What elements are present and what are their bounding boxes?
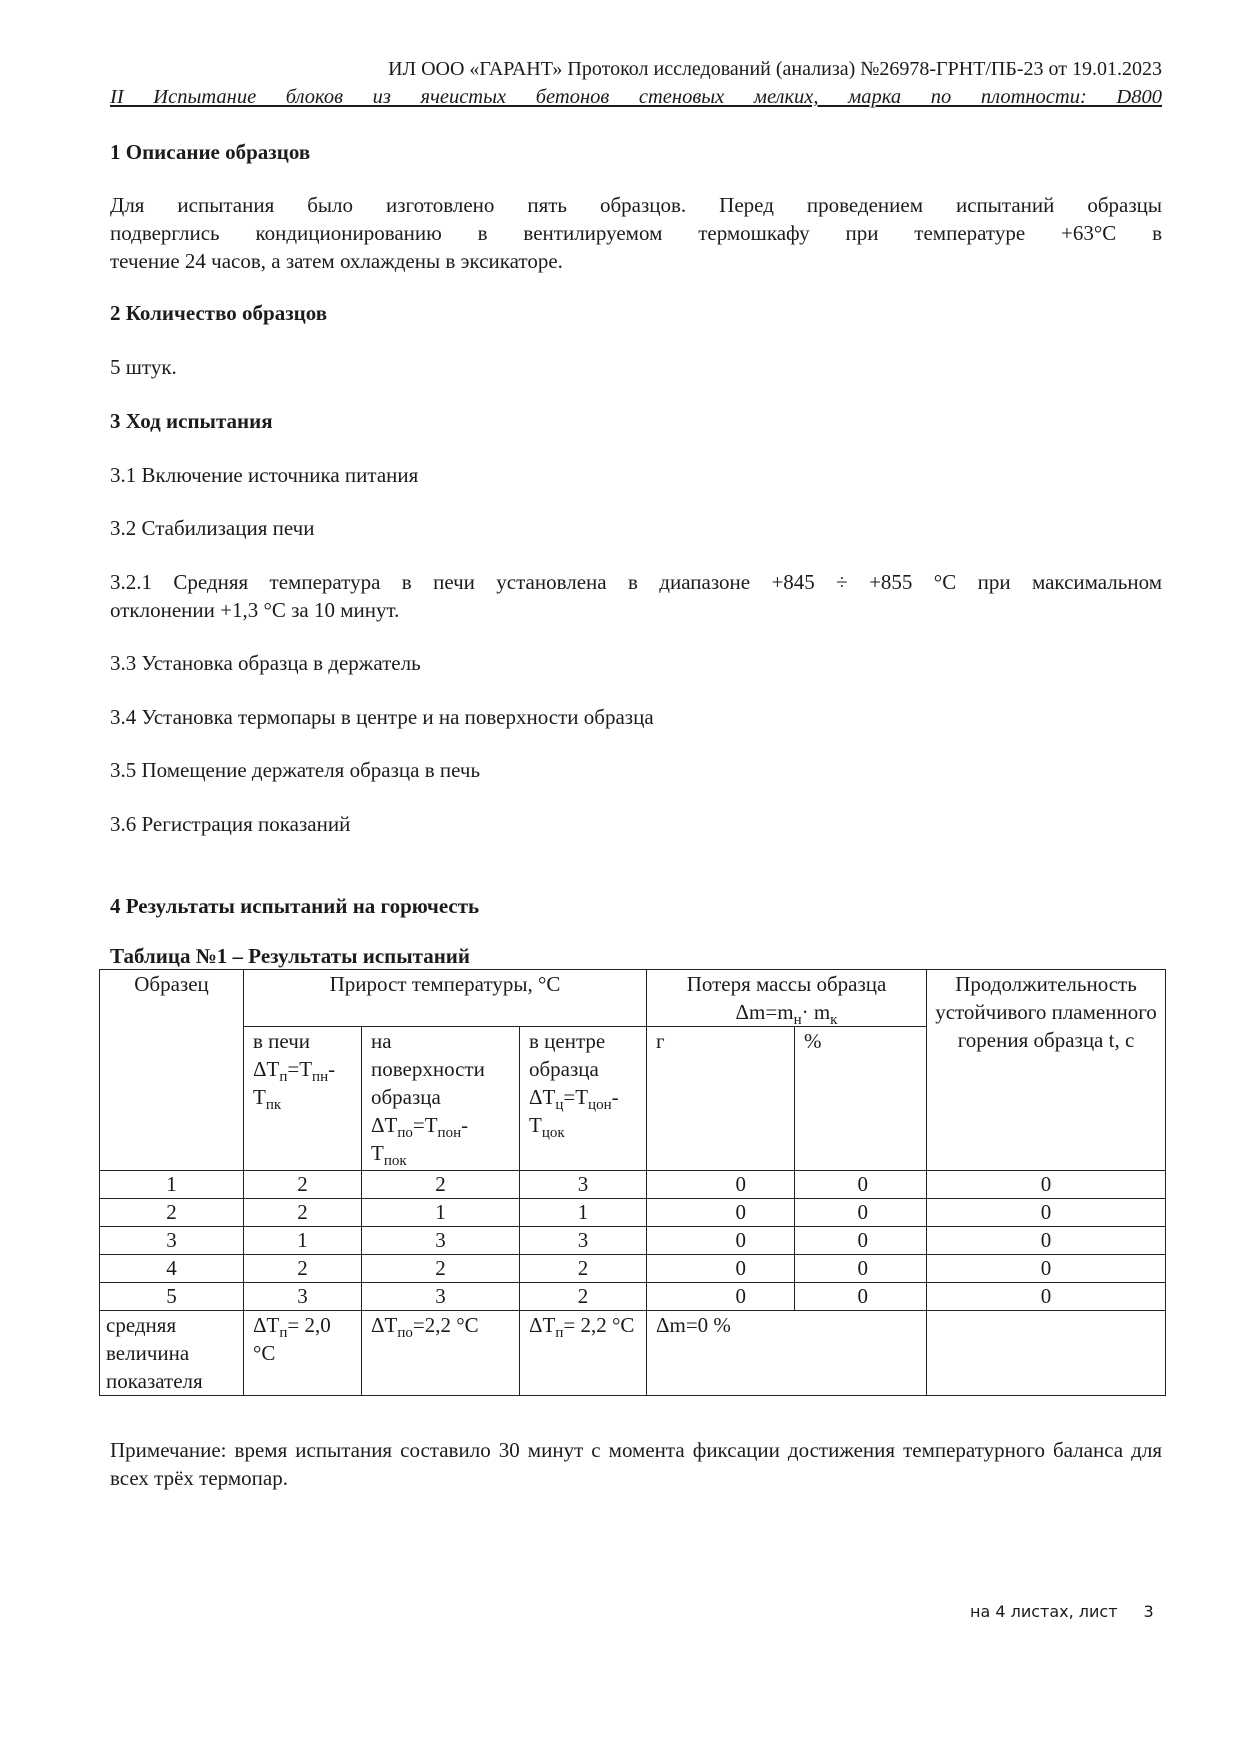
cell-center: 2 [520,1283,647,1311]
header-duration: Продолжительность устойчивого пламенного горения образца t, с [927,970,1166,1171]
cell-center: 3 [520,1227,647,1255]
cell-oven: 2 [244,1171,362,1199]
surface-formula: $\Delta T_{по}=T_{пон}-$ [371,1113,469,1142]
surface-formula-end: $T_{пок}$ [371,1141,407,1170]
section1-text-line2: подверглись кондиционированию в вентилируемом термошкафу при температуре +63°С в [110,221,1162,245]
avg-oven-text: $\Delta T_п= 2,0$ °С [253,1313,331,1365]
mass-formula-text: $\Delta m=m_н\cdot m_к$ [735,1000,838,1029]
cell-grams: 0 [647,1171,795,1199]
cell-sample: 5 [100,1283,244,1311]
avg-center-text: $\Delta T_п= 2,2$ °С [529,1313,635,1342]
section2-text: 5 штук. [110,355,177,379]
cell-sample: 2 [100,1199,244,1227]
cell-oven: 2 [244,1255,362,1283]
section4-heading: 4 Результаты испытаний на горючесть [110,894,480,918]
results-table [99,969,1166,1396]
page-number: 3 [1143,1602,1154,1621]
step-3-3: 3.3 Установка образца в держатель [110,651,421,675]
cell-percent: 0 [795,1283,927,1311]
in-oven-label: в печи [253,1029,311,1053]
page-footer [970,1601,1154,1623]
cell-surface: 1 [362,1199,520,1227]
step-3-1: 3.1 Включение источника питания [110,463,419,487]
test-subtitle: II Испытание блоков из ячеистых бетонов стеновых мелких, марка по плотности: D800 [110,86,1162,108]
cell-surface: 3 [362,1227,520,1255]
table-header-row [100,970,1166,1027]
surface-label-2: поверхности [371,1057,485,1081]
table-row [100,1199,1166,1227]
avg-center [520,1311,647,1396]
center-formula-end: $T_{цок}$ [529,1113,565,1142]
note: Примечание: время испытания составило 30 минут с момента фиксации достижения температурного баланса для всех трёх термопар. [110,1438,1162,1490]
mass-loss-title: Потеря массы образца [686,972,887,996]
header-percent: % [795,1027,927,1171]
surface-label-1: на [371,1029,392,1053]
cell-duration: 0 [927,1227,1166,1255]
header-mass-loss [647,970,927,1027]
step-3-6: 3.6 Регистрация показаний [110,812,351,836]
cell-percent: 0 [795,1255,927,1283]
avg-surface-text: $\Delta T_{по}=2,2$ °С [371,1313,479,1342]
cell-duration: 0 [927,1171,1166,1199]
cell-sample: 3 [100,1227,244,1255]
header-in-oven [244,1027,362,1171]
table-caption: Таблица №1 – Результаты испытаний [110,944,471,968]
cell-duration: 0 [927,1199,1166,1227]
avg-label: средняя величина показателя [100,1311,244,1396]
header-grams: г [647,1027,795,1171]
cell-center: 2 [520,1255,647,1283]
cell-center: 3 [520,1171,647,1199]
table-row [100,1255,1166,1283]
section1-text-line1: Для испытания было изготовлено пять образцов. Перед проведением испытаний образцы [110,193,1162,217]
avg-surface [362,1311,520,1396]
section3-heading: 3 Ход испытания [110,409,273,433]
in-oven-formula: $\Delta T_п=T_{пн}-$ [253,1057,336,1086]
header-sample: Образец [100,970,244,1171]
in-oven-formula-end: $T_{пк}$ [253,1085,282,1114]
center-label-2: образца [529,1057,599,1081]
cell-grams: 0 [647,1227,795,1255]
section2-heading: 2 Количество образцов [110,301,328,325]
step-3-5: 3.5 Помещение держателя образца в печь [110,758,481,782]
protocol-header: ИЛ ООО «ГАРАНТ» Протокол исследований (анализа) №26978-ГРНТ/ПБ-23 от 19.01.2023 [388,58,1162,80]
table-row [100,1171,1166,1199]
cell-grams: 0 [647,1199,795,1227]
mass-loss-formula [651,998,922,1029]
cell-oven: 3 [244,1283,362,1311]
cell-surface: 2 [362,1171,520,1199]
step-3-2-1: 3.2.1 Средняя температура в печи установлена в диапазоне +845 ÷ +855 °С при максимальном [110,570,1162,594]
avg-oven [244,1311,362,1396]
cell-surface: 3 [362,1283,520,1311]
cell-sample: 4 [100,1255,244,1283]
cell-surface: 2 [362,1255,520,1283]
cell-oven: 1 [244,1227,362,1255]
cell-percent: 0 [795,1227,927,1255]
table-row [100,1283,1166,1311]
surface-label-3: образца [371,1085,441,1109]
cell-percent: 0 [795,1171,927,1199]
step-3-2: 3.2 Стабилизация печи [110,516,315,540]
cell-duration: 0 [927,1255,1166,1283]
cell-center: 1 [520,1199,647,1227]
table-row [100,1227,1166,1255]
header-center [520,1027,647,1171]
cell-duration: 0 [927,1283,1166,1311]
header-surface [362,1027,520,1171]
avg-duration [927,1311,1166,1396]
section1-heading: 1 Описание образцов [110,140,311,164]
cell-percent: 0 [795,1199,927,1227]
center-label-1: в центре [529,1029,606,1053]
cell-oven: 2 [244,1199,362,1227]
header-temp-rise: Прирост температуры, °С [244,970,647,1027]
section1-text-line3: течение 24 часов, а затем охлаждены в эксикаторе. [110,249,563,273]
cell-sample: 1 [100,1171,244,1199]
table-average-row [100,1311,1166,1396]
cell-grams: 0 [647,1283,795,1311]
center-formula: $\Delta T_ц=T_{цон}-$ [529,1085,619,1114]
avg-mass: Δm=0 % [647,1311,927,1396]
footer-text: на 4 листах, лист [970,1602,1118,1621]
step-3-4: 3.4 Установка термопары в центре и на поверхности образца [110,705,654,729]
cell-grams: 0 [647,1255,795,1283]
step-3-2-1-cont: отклонении +1,3 °С за 10 минут. [110,598,400,622]
